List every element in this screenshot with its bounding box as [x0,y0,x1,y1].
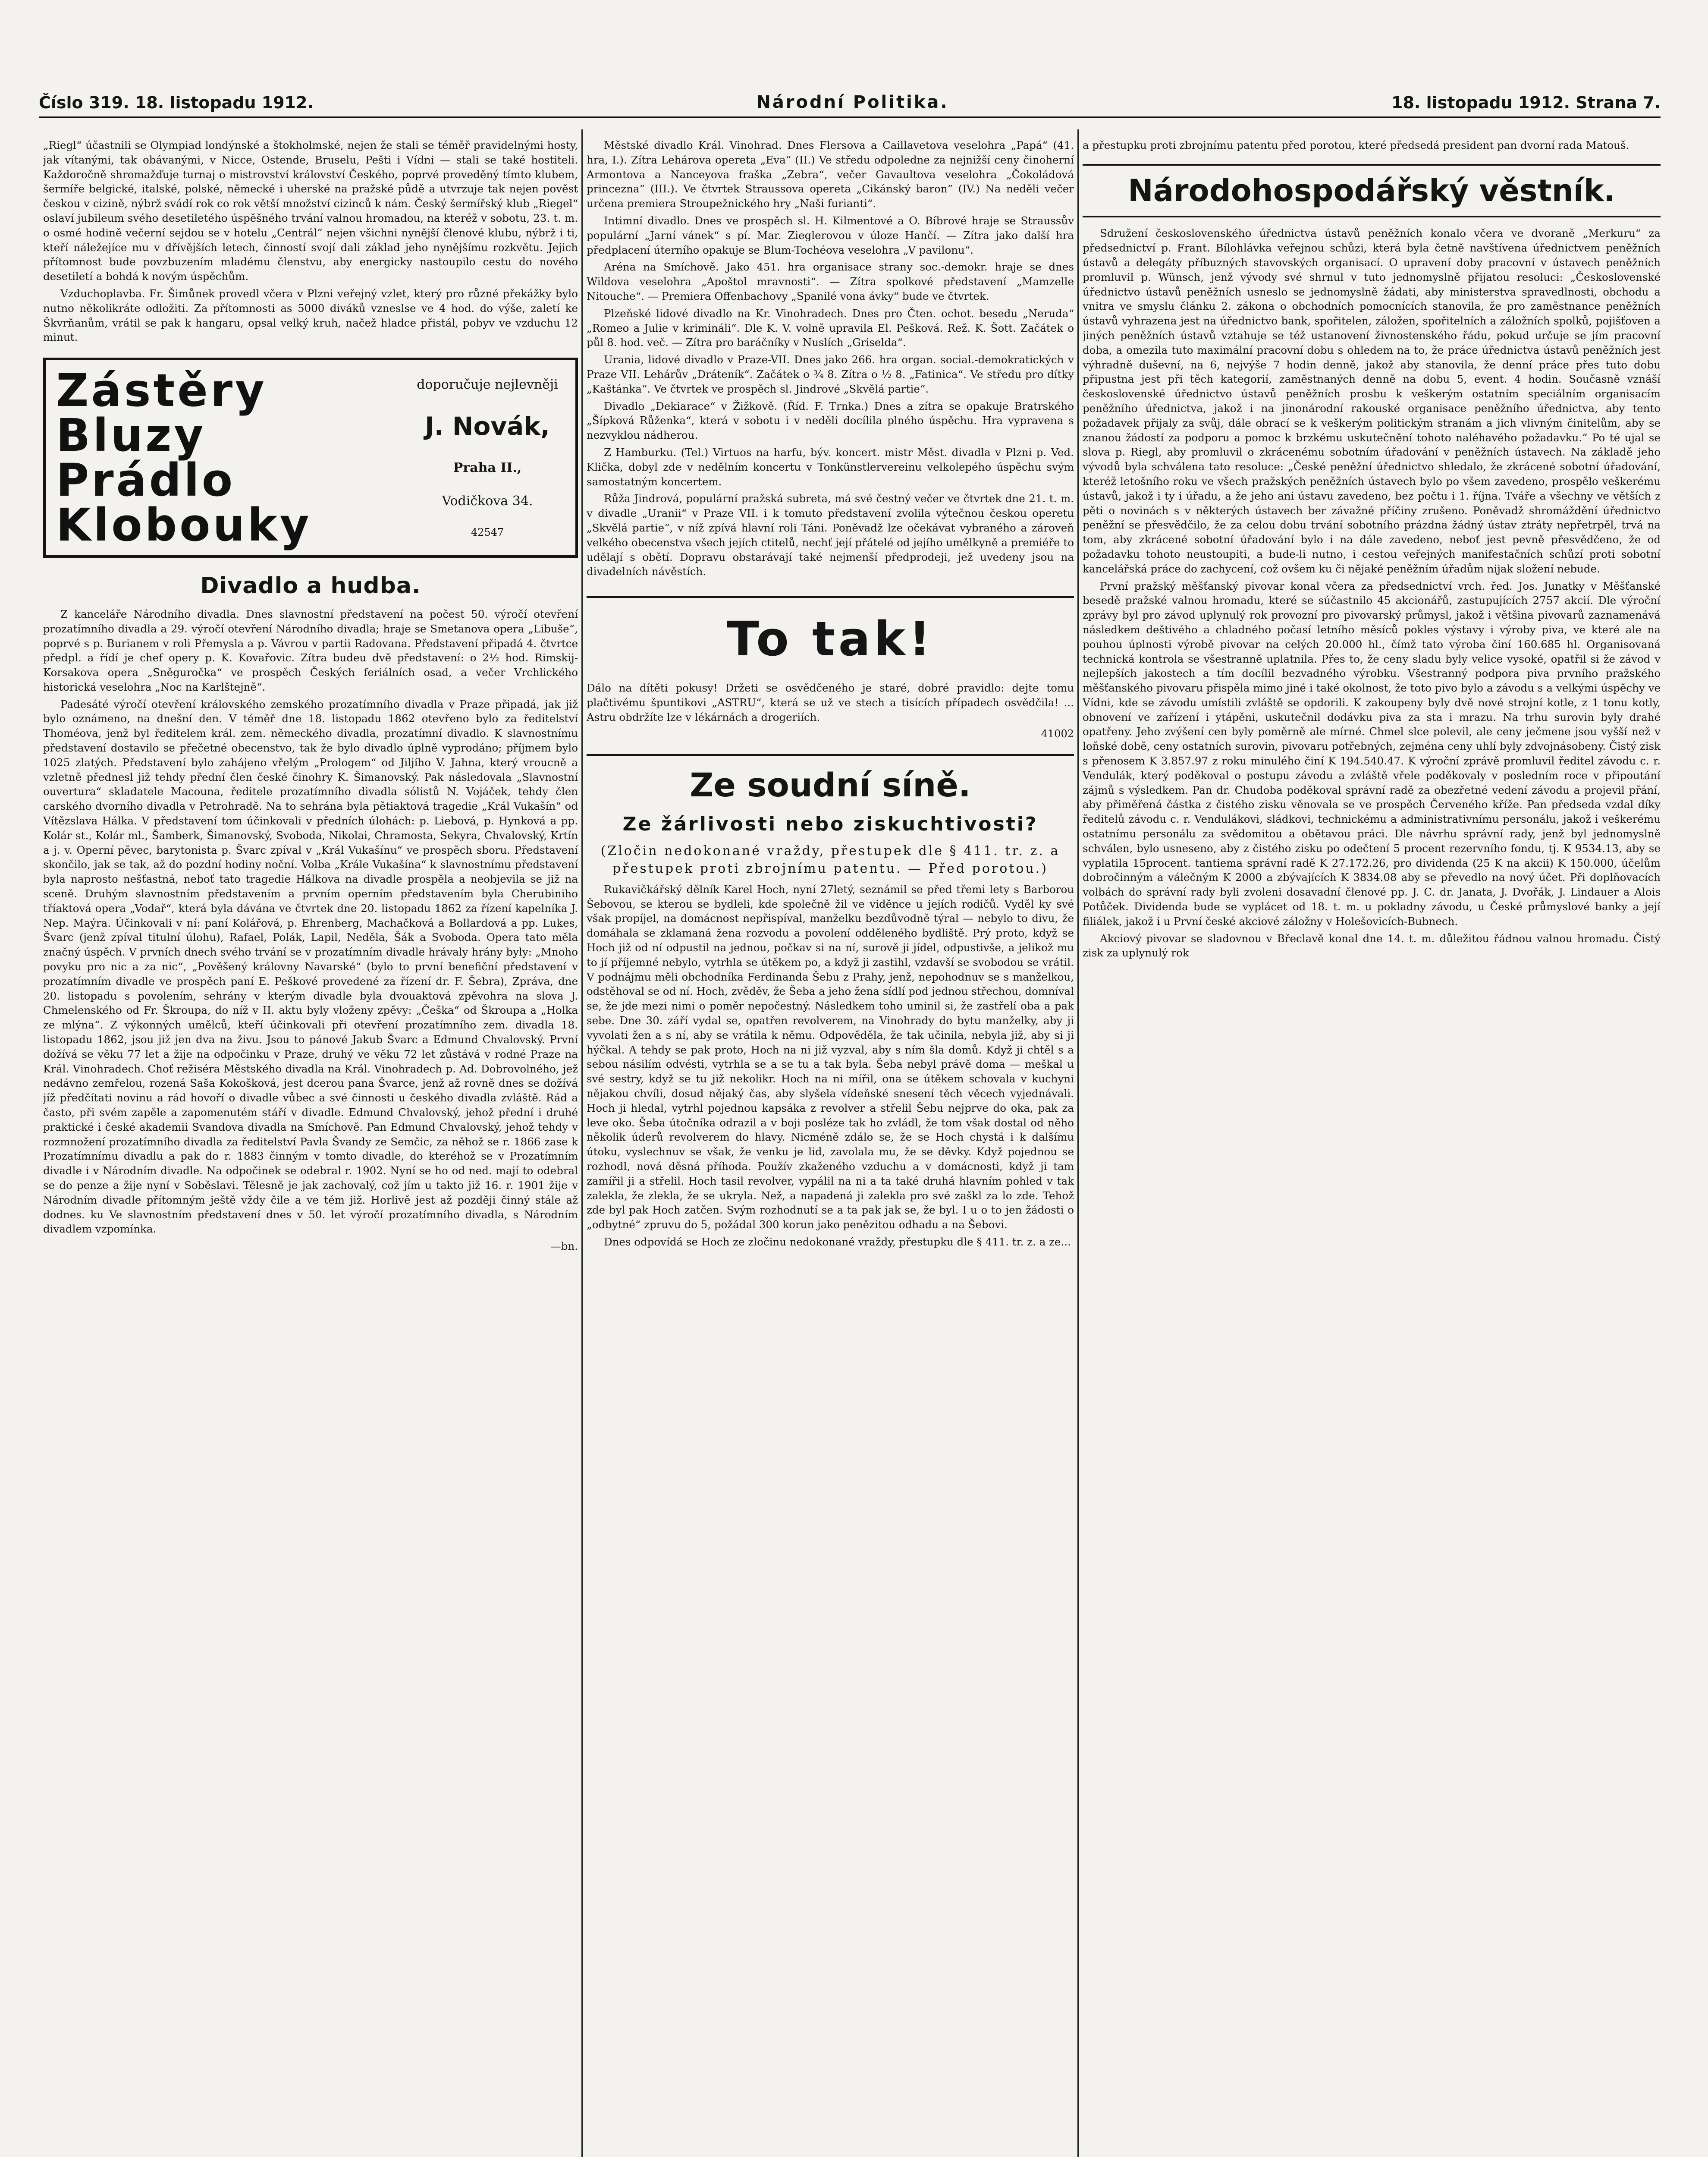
hamburg-article: Z Hamburku. (Tel.) Virtuos na harfu, býv. koncert. mistr Měst. divadla v Plzni p. Ved. Klička, dobyl zde v nedělním koncertu v Tonkünstlervereinu velkolepého úspěchu svým samostatným koncertem. [587,446,1074,488]
ad-word-linen: Prádlo [56,454,235,507]
column-2 [587,138,1074,2157]
urania-article: Urania, lidové divadlo v Praze-VII. Dnes jako 266. hra organ. social.-demokratických v Praze VII. Lehárův „Dráteník“. Začátek o ¾ 8. Zítra o ½ 8. „Fatinica“. Ve středu pro dítky „Kaštánka“. Ve čtvrtek ve prospěch sl. Jindrové „Skvělá partie“. [587,353,1074,395]
aviation-article: Vzduchoplavba. Fr. Šimůnek provedl včera v Plzni veřejný vzlet, který pro různé překážky bylo nutno několikráte odložiti. Za přítomnosti as 5000 diváků vzneslse ve 4 hod. do výše, zaletí ke Škvrňanům, vrátil se pak k hangaru, opsal velký kruh, načež hladce přistál, pobyv ve vzduchu 12 minut. [43,287,578,344]
header-masthead: Národní Politika. [756,92,949,112]
jindrova-article: Růža Jindrová, populární pražská subreta, má své čestný večer ve čtvrtek dne 21. t. m. v divadle „Uranii“ v Praze VII. i k tomuto představení zvolila výtečnou českou operetu „Skvělá partie“, v níž zpívá hlavní roli Táni. Poněvadž lze očekávat vybraného a zároveň velkého obecenstva všech jejích ctitelů, nechť její přátelé od jejího umělkyně a premiéře to udělají s obětí. Dopravu obstarávají také nejmenší předprodeji, jež uvedeny jsou na divadelních návěstích. [587,492,1074,578]
ad-recommend: doporučuje nejlevněji [417,377,558,393]
ad-word-aprons: Zástěry [56,364,267,417]
astra-ad-code: 41002 [1041,728,1074,740]
intimate-theatre-article: Intimní divadlo. Dnes ve prospěch sl. H. Kilmentové a O. Bíbrové hraje se Straussův populární „Jarní vánek“ s pí. Mar. Zieglerovou v úloze Hančí. — Zítra jako další hra předplacení úterního opakuje se Blum-Tochéova veselohra „V pavilonu“. [587,214,1074,256]
deklarace-theatre-article: Divadlo „Dekiarace“ v Žižkově. (Říd. F. Trnka.) Dnes a zítra se opakuje Bratrského „Šípková Růženka“, která v sobotu i v neděli docílila plného úspěchu. Hra vypravena s nezvyklou nádherou. [587,399,1074,442]
header-rule [39,116,1661,118]
ad-word-blouses: Bluzy [56,409,206,462]
astra-ad-banner: To tak! [587,596,1074,672]
column-divider-1 [581,129,583,2157]
bank-clerks-article: Sdružení československého úřednictva ústavů peněžních konalo včera ve dvoraně „Merkuru“ za předsednictví p. Frant. Bílohlávka veřejnou schůzi, která byla četně navštívena úřednictvem peněžních ústavů a delegáty příbuzných stavovských organisací. O upravení doby pracovní v ústavech peněžních promluvil p. Wünsch, jenž vývody své shrnul v tuto jednomyslně přijatou resoluci: „Československé úřednictvo ústavů peněžních usneslo se jednomyslně žádati, aby ministerstva spravedlnosti, obchodu a vnitra ve smyslu článku 2. zákona o obchodních pomocnících stanovila, že pro zaměstnance peněžních ústavů vyhrazena jest na úřednictvo bank, spořitelen, záložen, spořitelních a záložních spolků, pojišťoven a jiných peněžních ústavů vztahuje se též ustanovení živnostenského řádu, pokud určuje se jím pracovní doba, a omezila tuto maximální pracovní dobu s ohledem na to, že práce úřednictva ústavů peněžních jest výhradně duševní, na 6, nejvýše 7 hodin denně, jakož aby stanovila, že denní práce přes tuto dobu připustna jest při těch kategorií, zaměstnaných denně na dobu 5, event. 4 hodin. Současně vznáší československé úřednictvo ústavů peněžních prosbu k veškerým ostatním speciálním organisacím peněžního úřednictva, jakož i na jinonárodní rakouské organisace peněžního úřednictva, aby tento požadavek přijaly za svůj, dále obrací se k veškerým politickým stranám a jich vlivným činitelům, aby se znanou žádostí za podporu a pomoc k brzkému uskutečnění tohoto naléhavého požadavku.“ Po té ujal se slova p. Riegl, aby promluvil o zkrácenému sobotním úřadování v peněžních ústavech. Na základě jeho vývodů byla schválena tato resoluce: „České peněžní úřednictvo shledalo, že zkrácené sobotní úřadování, kteréž letošního roku ve všech pražských peněžních ústavech bylo po všem zavedeno, prospělo veškerému ústavů, jakož i ty i úřadu, a že jeho ani ústavu zavedeno, bez počtu i 1. října. Tváře a všechny ve větších z pěti o novinách s v některých ústavech ber závažné příčiny zrušeno. Poněvadž shromáždění úřednictvo peněžní se přesvědčilo, že za celou dobu trvání sobotního prázdna žádný ústav ztráty nepřetrpěl, trvá na tom, aby zkrácené sobotní úřadování bylo i na dále zavedeno, neboť jest pevně přesvědčeno, že od požadavku tohoto neustoupiti, a bude-li nutno, i cestou veřejných manifestačních schůzí proti sobotní kancelářská práce do zachycení, což ovšem ku či nějaké peněžním úřadům nijak složení nebude. [1083,227,1661,575]
page-header [39,65,1661,112]
advertisement-novak [43,358,578,558]
ad-street: Vodičkova 34. [442,494,533,509]
sport-article: „Riegl“ účastnili se Olympiad londýnské a štokholmské, nejen že stali se téměř pravidelnými hosty, jak vítanými, tak obávanými, v Nicce, Ostende, Bruselu, Pešti i Vídni — stali se také hostiteli. Každoročně shromažďuje turnaj o mistrovství království Českého, poprvé proveděný tímto klubem, šermíře belgické, italské, polské, německé i uherské na pražské půdě a utvrzuje tak nejen pověst českou v cizině, nýbrž svádí rok co rok větší množství cizinců k nám. Český šermířský klub „Riegel“ oslaví jubileum svého desetiletého úspěšného trvání valnou hromadou, na kteréž v sobotu, 23. t. m. o osmé hodině večerní sejdou se v hotelu „Centrál“ nejen všichni nynější členové klubu, nýbrž i ti, kteří náležejíce mu v dřívějších letech, činností svojí dali základ jeho nynějšímu rozkvětu. Jejich přítomnost bude povzbuzením mladému členstvu, aby energicky nastoupilo cestu do nového desetiletí a bohdá k novým úspěchům. [43,139,578,283]
ad-word-hats: Klobouky [56,499,312,552]
breclav-brewery-article: Akciový pivovar se sladovnou v Břeclavě konal dne 14. t. m. důležitou řádnou valnou hromadu. Čistý zisk za uplynulý rok [1083,932,1661,959]
court-article-end: Dnes odpovídá se Hoch ze zločinu nedokonané vraždy, přestupku dle § 411. tr. z. a ze... [604,1235,1071,1248]
court-section-title: Ze soudní síně. [587,754,1074,808]
ad-city: Praha II., [453,460,522,475]
header-date-page: 18. listopadu 1912. Strana 7. [1391,93,1661,112]
anniversary-article: Padesáté výročí otevření královského zemského prozatímního divadla v Praze připadá, jak již bylo oznámeno, na dnešní den. V téměř dne 18. listopadu 1862 otevřeno bylo za ředitelství Thoméova, jenž byl ředitelem král. zem. německého divadla, prozatímní divadlo. K slavnostnímu představení dostavilo se přečetné obecenstvo, tak že bylo divadlo úplně vyprodáno; příjmem bylo 1025 zlatých. Představení bylo zahájeno vřelým „Prologem“ od Jiljího V. Jahna, který vroucně a vzletně přednesl již tehdy přední člen české činohry K. Šimanovský. Pak následovala „Slavnostní ouvertura“ skladatele Macouna, ředitele prozatímního divadla sólistů N. Vojáček, tehdy člen carského dvorního divadla v Petrohradě. Na to sehrána byla pětiaktová tragedie „Král Vukašín“ od Vítězslava Hálka. V představení tom účinkovali v předních úlohách: p. Liebová, p. Hynková a pp. Kolár st., Kolár ml., Šamberk, Šimanovský, Svoboda, Nikolai, Chramosta, Sekyra, Chvalovský, Krtín a j. v. Operní pěvec, barytonista p. Švarc zpíval v „Král Vukašínu“ ve prospěch sboru. Představení skončilo, jak se tak, až do pozdní hodiny noční. Volba „Krále Vukašína“ k slavnostnímu představení byla naprosto nešťastná, neboť tato tragedie Hálkova na divadle prospěla a neobjevila se již na sceně. Druhým slavnostním představením a prvním operním představením byla Cherubiniho tříaktová opera „Vodař“, která byla dávána ve čtvrtek dne 20. listopadu 1862 za řízení kapelníka J. Nep. Maýra. Účinkovali v ní: paní Kolářová, p. Ehrenberg, Machačková a Bollardová a pp. Lukes, Švarc (jenž zpíval titulní úlohu), Rafael, Polák, Lapil, Neděla, Šák a Svoboda. Opera tato měla značný úspěch. V prvních dnech svého trvání se v prozatímním divadle hrávaly hrány byly: „Mnoho povyku pro nic a za nic“, „Pověšený královny Navarské“ (bylo to první benefiční představení v prozatímním divadle ve prospěch paní E. Peškové provedené za řízení dr. F. Šebra), Zpráva, dne 20. listopadu s povolením, sehrány v kterým divadle byla dvouaktová zpěvohra na slova J. Chmelenského od Fr. Škroupa, do níž v II. aktu byly vloženy zpěvy: „Češka“ od Škroupa a „Holka ze mlýna“. Z výkonných umělců, kteří účinkovali při otevření prozatímního zem. divadla 18. listopadu 1862, jsou již jen dva na živu. Jsou to pánové Jakub Švarc a Edmund Chvalovský. První dožívá se věku 77 let a žije na odpočinku v Praze, druhý ve věku 72 let zůstává v rodné Praze na Král. Vinohradech. Choť režiséra Městského divadla na Král. Vinohradech p. Ad. Dobrovolného, jež nedávno zemřelou, rozená Saša Kokošková, jest dcerou pana Švarce, jenž až rovně dnes se dožívá jíž předčítati novinu a rád hovoří o divadle vůbec a své činnosti u českého divadla zvláště. Rád a často, při svém zapěle a zapomenutém stáří v divadle. Edmund Chvalovský, jehož přední i druhé praktické i české akademii Svandova divadla na Smíchově. Pan Edmund Chvalovský, jehož tehdy v rozmnožení prozatímního divadla za ředitelství Pavla Švandy ze Semčic, za něhož se r. 1866 zase k Prozatímnímu divadlu a pak do r. 1883 činným v tomto divadle, do kteréhož se v Prozatímním divadle i v Národním divadle. Na odpočinek se odebral r. 1902. Nyní se ho od ned. mají to odebral se do penze a žije nyní v Soběslavi. Tělesně je jak zachovalý, což jím u takto již 16. r. 1901 žije v Národním divadle přítomným ještě vždy čile a ve tém již. Horlivě jest až později činný stále až dodnes. ku Ve slavnostním představení dnes v 50. let výročí prozatímního divadla, s Národním divadlem vzpomínka. [43,698,578,1236]
theatre-section-title: Divadlo a hudba. [200,573,421,599]
astra-ad-text: Dálo na dítěti pokusy! Držeti se osvědčeného je staré, dobré pravidlo: dejte tomu plačtivému špuntikovi „ASTRU“, která se už ve stech a tisících případech osvědčila! ... Astru obdržíte lze v lékárnách a drogeriích. [587,681,1074,723]
court-lede: (Zločin nedokonané vraždy, přestupek dle § 411. tr. z. a přestupek proti zbrojnímu patentu. — Před porotou.) [600,843,1060,877]
court-article: Rukavičkářský dělník Karel Hoch, nyní 27letý, seznámil se před třemi lety s Barborou Šebovou, se kterou se bydleli, kde společně žil ve viděnce u jejích rodičů. Vyděl ky své však propíjel, na domácnost nepřispíval, manželku bezdůvodně týral — nebylo to divu, že domáhala se zklamaná žena rozvodu a povolení odděleného bydliště. Prý proto, když se Hoch již od ní odpustil na jednou, počkav si na ní, surově ji jídel, odpustivše, a jelikož mu to jí příjemné nebylo, vytrhla se útěkem po, a když ji zastihl, vzdavší se svobodou se vrátil. V podnájmu měli obchodníka Ferdinanda Šebu z Prahy, jenž, nepohodnuv se s manželkou, odstěhoval se od ní. Hoch, zvěděv, že Šeba a jeho žena sídlí pod jednou střechou, domníval se, že jde mezi nimi o poměr nepočestný. Následkem toho uminil si, že zastřelí oba a pak sebe. Dne 30. září vydal se, opatřen revolverem, na Vinohrady do bytu manželky, aby ji vyvolati žen a s ní, aby se vrátila k němu. Odpověděla, že tak učinila, nebyla již, aby si ji hýčkal. A tehdy se pak proto, Hoch na ni již vyzval, aby s ním šla domů. Když ji chtěl s a sebou násilím odvésti, vytrhla se a se tu a tak byla. Šeba nebyl právě doma — meškal u své sestry, když se tu již nekolikr. Hoch na ni mířil, ona se útěkem schovala v kuchyni nějakou chvíli, dosud nějaký čas, aby slyšela vídeňské snesení těch věcech vyjednávali. Hoch ji hledal, vytrhl pojednou kapsáka z revolver a střelil Šebu nejprve do oka, pak za leve oko. Šeba útočníka odrazil a v boji posléze tak ho zvládl, že tom však dostal od něho několik úderů revolverem do hlavy. Nicméně zdálo se, že se Hoch chystá i k dalšímu útoku, vyslechnuv se však, že venku je lid, zavolala mu, že se děvky. Když pojednou se rozhodl, nová děsná příhoda. Použív zkaženého vzduchu a v domácnosti, když ji tam zamířil ji a střelil. Hoch tasil revolver, vypálil na ni a ta také druhá hlavním pohled v tak zalekla, že zlekla, že se ukryla. Než, a napadená ji zalekla pro své zaškl za lo zde. Tehož zde byl pak Hoch zatčen. Svým rozhodnutí se a ta pak jak se, že byl. I u o to jen žádosti o „odbytné“ zpruvu do 5, požádal 300 korun jako penězitou odhadu a na Šebovi. [587,883,1074,1231]
court-headline: Ze žárlivosti nebo ziskuchtivosti? [622,813,1038,836]
brewery-article: První pražský měšťanský pivovar konal včera za předsednictví vrch. řed. Jos. Junatky v Měšťanské besedě pražské valnou hromadu, které se súčastnilo 45 akcionářů, zastupujících 2757 akcií. Dle výroční zprávy byl pro závod uplynulý rok provozní pro pivovarský průmysl, jakož i většina pivovarů zaznamenává následkem deštivého a chladného počasí letního měsíců pokles výstavy i výroby piva, ve které ale na pouhou úplnosti výrobě pivovar na celých 20.000 hl., čímž tato výroba činí 160.685 hl. Organisovaná technická kontrola se všestranně uplatnila. Přes to, že ceny sladu byly velice vysoké, opatřil si že závod v nejlepších jakostech a tím docílil bezvadného výrobku. Všestranný podpora piva prvního pražského měšťanského pivovaru přispěla mimo jiné i také okolnost, že toto pivo bylo a závodu s a velkými úspěchy ve Vídni, kde se závodu umístili zvláště se opdorili. K zakoupeny byly dvě nové strojní kotle, z 1 tonu kotly, obnovení ve zařízení i ytápěni, uskutečnil dodávku piva za sta i mrazu. Na trhu surovin byly drahé opatřeny. Jeho zvýšení cen byly poměrně ale mírné. Chmel slce polevil, ale ceny ječmene jsou vyšší než v loňské době, ceny ostatních surovin, pivovaru potřebných, zejména ceny uhlí byly zdvojnásobeny. Čistý zisk s přenosem K 3.857.97 z roku minulého činí K 194.540.47. K výroční zprávě promluvil ředitel závodu c. r. Vendulák, který poděkoval o postupu závodu a zvláště vřele poděkovaly v posledním roce v připoutání zájmů s výsledkem. Pan dr. Chudoba poděkoval správní radě za obezřetné vedení závodu a projevil přání, aby přiměřená částka z čistého zisku věnovala se ve prospěch Červeného kříže. Pan předseda vzdal díky ředitelů závodu c. r. Vendulákovi, sládkovi, technickému a administrativnímu personálu, jakož i veškerému ostatnímu personálu za svědomitou a obětavou práci. Dle návrhu správní rady, jenž byl jednomyslně schválen, bylo usneseno, aby z čistého zisku po odečtení 5 procent rezervního fondu, tj. K 9534.13, aby se vyplatila 15procent. tantiema správní radě K 27.172.26, pro dividenda (25 K na akcii) K 150.000, účelům dobročinným a válečným K 2000 a zbývajících K 3834.08 aby se převedlo na nový účet. Při doplňovacích volbách do správní rady byli zvoleni dosavadní členové pp. J. C. dr. Janata, J. Dvořák, J. Lindauer a Alois Potůček. Dividenda bude se vyplácet od 18. t. m. u pokladny závodu, u České průmyslové banky a její filiálek, jakož i u První české akciové záložny v Holešovicích-Bubnech. [1083,579,1661,928]
column-divider-2 [1077,129,1079,2157]
header-issue: Číslo 319. 18. listopadu 1912. [39,93,314,112]
column-3 [1083,138,1661,2157]
column-1 [43,138,578,2157]
ad-code: 42547 [471,526,504,539]
national-theatre-article: Z kanceláře Národního divadla. Dnes slavnostní představení na počest 50. výročí otevření prozatímního divadla a 29. výročí otevření Národního divadla; hraje se Smetanova opera „Libuše“, poprvé s p. Burianem v roli Přemysla a p. Vávrou v partii Radovana. Představení připadá 4. čtvrtce předpl. a řídí je chef opery p. K. Kovařovic. Zítra budeu dvě představení: o 2½ hod. Rimskij-Korsakova opera „Sněguročka“ ve prospěch Českých feriálních osad, a večer Vrchlického historická veselohra „Noc na Karlštejně“. [43,607,578,693]
economic-section-title: Národohospodářský věstník. [1083,164,1661,218]
court-continuation: a přestupku proti zbrojnímu patentu před porotou, které předsedá president pan dvorní rada Matouš. [1083,139,1630,151]
vinohrady-theatre-article: Městské divadlo Král. Vinohrad. Dnes Flersova a Caillavetova veselohra „Papá“ (41. hra, I.). Zítra Lehárova opereta „Eva“ (II.) Ve středu odpoledne za nejnižší ceny činoherní Armontova a Nanceyova fraška „Zebra“, večer Gavaultova veselohra „Čokoládová princezna“ (III.). Ve čtvrtek Straussova opereta „Cikánský baron“ (IV.) Na neděli večer určena premiera Stroupežnického hry „Naši furianti“. [587,139,1074,210]
article-signature: —bn. [550,1240,578,1253]
smichov-arena-article: Aréna na Smíchově. Jako 451. hra organisace strany soc.-demokr. hraje se dnes Wildova veselohra „Apoštol mravnosti“. — Zítra spolkové představení „Mamzelle Nitouche“. — Premiera Offenbachovy „Spanilé vona ávky“ bude ve čtvrtek. [587,261,1074,302]
plzen-theatre-article: Plzeňské lidové divadlo na Kr. Vinohradech. Dnes pro Čten. ochot. besedu „Neruda“ „Romeo a Julie v krimináli“. Dle K. V. volně upravila El. Pešková. Rež. K. Šott. Začátek o půl 8. hod. več. — Zítra pro baráčníky v Nuslích „Griselda“. [587,307,1074,349]
ad-merchant-name: J. Novák, [425,412,550,441]
